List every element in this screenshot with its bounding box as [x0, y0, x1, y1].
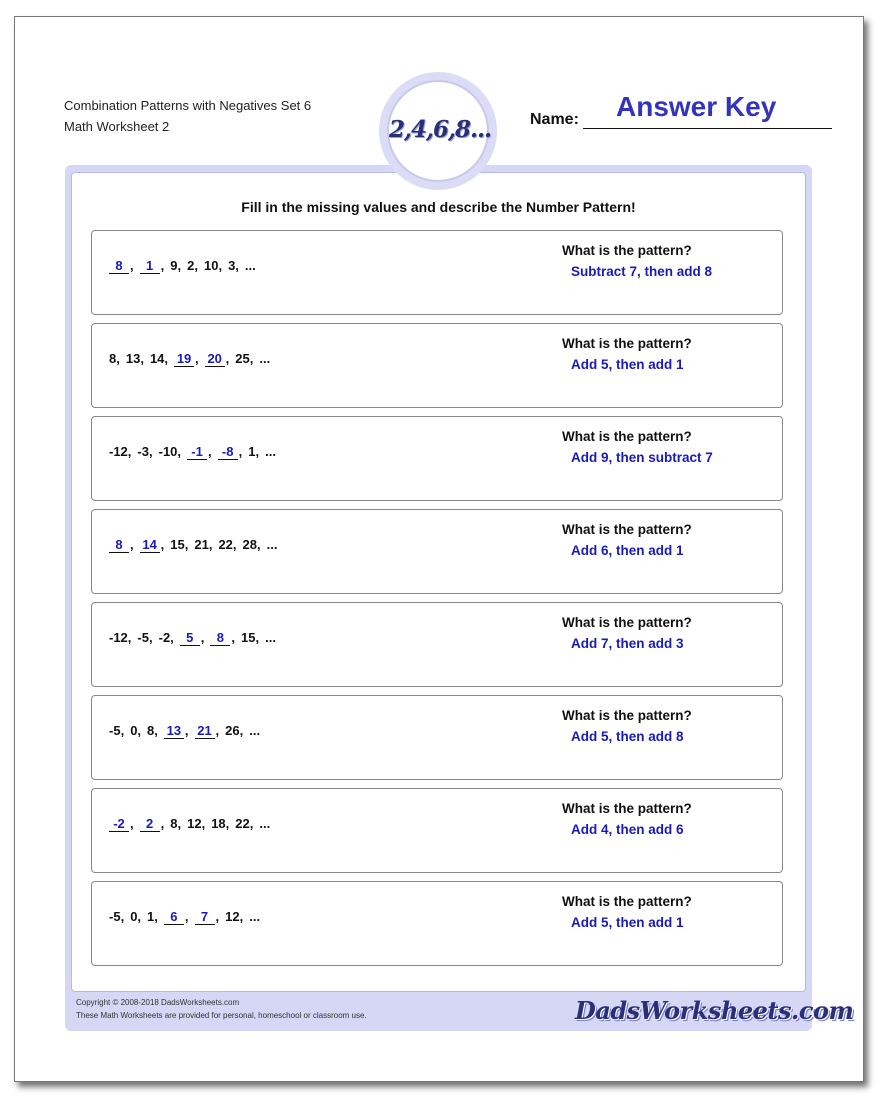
- problem-8: [91, 881, 783, 966]
- sequence-term: [170, 258, 181, 273]
- term-value: ...: [266, 537, 278, 552]
- sequence-term: [109, 351, 120, 366]
- comma: ,: [120, 723, 125, 738]
- sequence-term: [228, 258, 239, 273]
- answer-blank[interactable]: [205, 351, 230, 367]
- comma: ,: [164, 351, 169, 366]
- term-value: -2: [158, 630, 171, 645]
- comma: ,: [140, 351, 144, 366]
- comma: ,: [239, 723, 244, 738]
- sequence-term: [109, 909, 124, 924]
- blank-value: -8: [218, 444, 238, 460]
- term-value: ...: [244, 258, 256, 273]
- sequence-term: [126, 351, 144, 366]
- sequence-term: [130, 723, 141, 738]
- comma: ,: [154, 909, 158, 924]
- blank-value: 13: [164, 723, 184, 739]
- comma: ,: [235, 258, 239, 273]
- term-value: 0: [130, 723, 138, 738]
- term-value: 13: [125, 351, 141, 366]
- problem-4: [91, 509, 783, 594]
- blank-value: 8: [210, 630, 230, 646]
- sequence-term: [147, 723, 158, 738]
- comma: ,: [177, 816, 182, 831]
- term-value: -5: [109, 909, 121, 924]
- problem-3: [91, 416, 783, 501]
- sequence-term: [187, 816, 205, 831]
- badge-text: 2,4,6,8...: [389, 116, 492, 143]
- sequence-term: [130, 909, 141, 924]
- term-value: ...: [265, 444, 276, 459]
- term-value: 18: [211, 816, 226, 831]
- comma: ,: [249, 351, 254, 366]
- pattern-question: What is the pattern?: [562, 429, 692, 444]
- name-line: [583, 128, 832, 129]
- answer-blank[interactable]: [195, 723, 220, 739]
- term-value: ...: [249, 723, 261, 738]
- comma: ,: [208, 444, 212, 459]
- sequence-term: [204, 258, 222, 273]
- term-value: 21: [194, 537, 209, 552]
- answer-blank[interactable]: [195, 909, 220, 925]
- sequence-term: [248, 444, 259, 459]
- comma: ,: [116, 351, 120, 366]
- comma: ,: [170, 630, 174, 645]
- blank-value: 19: [174, 351, 194, 367]
- sequence-term: [249, 723, 260, 738]
- sequence-term: [170, 816, 181, 831]
- blank-value: 7: [195, 909, 215, 925]
- term-value: 22: [235, 816, 250, 831]
- term-value: ...: [259, 351, 271, 366]
- sequence-term: [265, 444, 276, 459]
- comma: ,: [160, 258, 165, 273]
- blank-value: 20: [205, 351, 225, 367]
- term-value: -3: [137, 444, 149, 459]
- term-value: 14: [149, 351, 165, 366]
- sequence-term: [211, 816, 229, 831]
- term-value: 8: [147, 723, 155, 738]
- comma: ,: [130, 816, 134, 831]
- answer-blank[interactable]: [218, 444, 243, 460]
- pattern-question: What is the pattern?: [562, 894, 692, 909]
- blank-value: 8: [109, 258, 129, 274]
- problem-6: [91, 695, 783, 780]
- sequence-term: [170, 537, 188, 552]
- blank-value: -2: [109, 816, 129, 832]
- answer-blank[interactable]: [140, 537, 165, 553]
- pattern-answer: Add 4, then add 6: [571, 822, 684, 837]
- sequence-term: [259, 351, 270, 366]
- answer-blank[interactable]: [109, 816, 134, 832]
- comma: ,: [148, 630, 153, 645]
- term-value: 10: [203, 258, 219, 273]
- number-sequence: [109, 630, 282, 646]
- sequence-term: [235, 351, 253, 366]
- comma: ,: [201, 816, 206, 831]
- term-value: -10: [158, 444, 178, 459]
- answer-blank[interactable]: [187, 444, 212, 460]
- sequence-term: [225, 723, 243, 738]
- answer-blank[interactable]: [140, 816, 165, 832]
- comma: ,: [127, 630, 132, 645]
- comma: ,: [215, 909, 220, 924]
- sequence-term: [259, 816, 270, 831]
- pattern-question: What is the pattern?: [562, 615, 692, 630]
- number-sequence: [109, 351, 276, 367]
- comma: ,: [249, 816, 254, 831]
- sequence-term: [194, 537, 212, 552]
- term-value: -12: [109, 630, 128, 645]
- comma: ,: [195, 351, 199, 366]
- sequence-term: [265, 630, 276, 645]
- comma: ,: [208, 537, 213, 552]
- copyright-text: Copyright © 2008-2018 DadsWorksheets.com: [76, 998, 240, 1007]
- sequence-term: [137, 444, 152, 459]
- worksheet-page: [14, 16, 864, 1082]
- pattern-question: What is the pattern?: [562, 243, 692, 258]
- pattern-question: What is the pattern?: [562, 801, 692, 816]
- blank-value: 5: [180, 630, 200, 646]
- sequence-term: [267, 537, 278, 552]
- comma: ,: [120, 909, 125, 924]
- pattern-question: What is the pattern?: [562, 522, 692, 537]
- term-value: 3: [228, 258, 236, 273]
- answer-blank[interactable]: [174, 351, 199, 367]
- badge-inner-circle: [387, 80, 492, 182]
- answer-blank[interactable]: [210, 630, 235, 646]
- comma: ,: [160, 537, 165, 552]
- number-sequence: [109, 816, 276, 832]
- sequence-term: [137, 630, 152, 645]
- pattern-answer: Add 6, then add 1: [571, 543, 684, 558]
- sequence-term: [249, 909, 260, 924]
- comma: ,: [184, 723, 189, 738]
- comma: ,: [130, 258, 134, 273]
- term-value: -5: [109, 723, 121, 738]
- name-label: Name:: [530, 111, 579, 128]
- sequence-term: [218, 537, 236, 552]
- problem-2: [91, 323, 783, 408]
- problem-5: [91, 602, 783, 687]
- pattern-question: What is the pattern?: [562, 708, 692, 723]
- comma: ,: [239, 909, 244, 924]
- blank-value: 8: [109, 537, 129, 553]
- answer-key-label: Answer Key: [616, 91, 777, 122]
- worksheet-title: Combination Patterns with Negatives Set 6: [64, 98, 312, 113]
- number-sequence: [109, 723, 266, 739]
- comma: ,: [184, 537, 189, 552]
- sequence-term: [109, 444, 131, 459]
- dadsworksheets-logo: DadsWorksheets.com: [575, 996, 854, 1025]
- answer-blank[interactable]: [180, 630, 205, 646]
- comma: ,: [200, 630, 205, 645]
- pattern-answer: Subtract 7, then add 8: [571, 264, 713, 279]
- number-sequence: [109, 444, 282, 460]
- comma: ,: [184, 909, 189, 924]
- sequence-term: [159, 630, 174, 645]
- sequence-term: [243, 537, 261, 552]
- term-value: 15: [170, 537, 185, 552]
- term-value: ...: [265, 630, 276, 645]
- comma: ,: [137, 909, 142, 924]
- answer-blank[interactable]: [164, 909, 189, 925]
- comma: ,: [177, 258, 182, 273]
- sequence-term: [109, 630, 131, 645]
- term-value: 1: [147, 909, 155, 924]
- pattern-answer: Add 5, then add 8: [571, 729, 684, 744]
- term-value: 22: [218, 537, 233, 552]
- blank-value: 14: [140, 537, 160, 553]
- comma: ,: [225, 351, 230, 366]
- comma: ,: [154, 723, 158, 738]
- blank-value: -1: [187, 444, 207, 460]
- pattern-answer: Add 7, then add 3: [571, 636, 684, 651]
- pattern-question: What is the pattern?: [562, 336, 692, 351]
- term-value: 12: [187, 816, 202, 831]
- number-sequence: [109, 258, 262, 274]
- comma: ,: [137, 723, 142, 738]
- term-value: 8: [170, 816, 178, 831]
- sequence-term: [109, 723, 124, 738]
- term-value: 25: [235, 351, 250, 366]
- sequence-term: [187, 258, 198, 273]
- term-value: -5: [137, 630, 149, 645]
- sequence-term: [225, 909, 243, 924]
- pattern-answer: Add 5, then add 1: [571, 357, 684, 372]
- problems-panel: [71, 172, 806, 992]
- blank-value: 6: [164, 909, 184, 925]
- term-value: 28: [242, 537, 257, 552]
- term-value: ...: [259, 816, 271, 831]
- term-value: 1: [248, 444, 256, 459]
- comma: ,: [148, 444, 153, 459]
- answer-blank[interactable]: [140, 258, 165, 274]
- comma: ,: [215, 723, 220, 738]
- sequence-term: [241, 630, 259, 645]
- term-value: 15: [241, 630, 256, 645]
- sequence-badge: [379, 72, 497, 190]
- answer-blank[interactable]: [109, 258, 134, 274]
- term-value: 26: [225, 723, 240, 738]
- comma: ,: [130, 537, 134, 552]
- comma: ,: [127, 444, 132, 459]
- term-value: -12: [109, 444, 128, 459]
- comma: ,: [177, 444, 182, 459]
- problem-7: [91, 788, 783, 873]
- term-value: 2: [187, 258, 195, 273]
- answer-blank[interactable]: [164, 723, 189, 739]
- comma: ,: [160, 816, 165, 831]
- comma: ,: [194, 258, 198, 273]
- sequence-term: [150, 351, 168, 366]
- usage-note: These Math Worksheets are provided for personal, homeschool or classroom use.: [76, 1011, 367, 1020]
- sequence-term: [235, 816, 253, 831]
- problems-frame: [65, 165, 854, 1031]
- term-value: 8: [109, 351, 117, 366]
- number-sequence: [109, 537, 283, 553]
- comma: ,: [257, 537, 261, 552]
- sequence-term: [147, 909, 158, 924]
- instructions: Fill in the missing values and describe the Number Pattern!: [241, 199, 636, 215]
- term-value: 0: [130, 909, 138, 924]
- answer-blank[interactable]: [109, 537, 134, 553]
- comma: ,: [238, 444, 243, 459]
- term-value: 12: [225, 909, 240, 924]
- comma: ,: [255, 444, 260, 459]
- comma: ,: [232, 537, 237, 552]
- comma: ,: [218, 258, 223, 273]
- worksheet-subtitle: Math Worksheet 2: [64, 119, 170, 134]
- blank-value: 2: [140, 816, 160, 832]
- comma: ,: [255, 630, 260, 645]
- blank-value: 21: [195, 723, 215, 739]
- pattern-answer: Add 9, then subtract 7: [571, 450, 713, 465]
- comma: ,: [231, 630, 236, 645]
- term-value: 9: [170, 258, 178, 273]
- problem-1: [91, 230, 783, 315]
- sequence-term: [159, 444, 181, 459]
- sequence-term: [245, 258, 256, 273]
- comma: ,: [225, 816, 230, 831]
- number-sequence: [109, 909, 266, 925]
- pattern-answer: Add 5, then add 1: [571, 915, 684, 930]
- term-value: ...: [249, 909, 261, 924]
- blank-value: 1: [140, 258, 160, 274]
